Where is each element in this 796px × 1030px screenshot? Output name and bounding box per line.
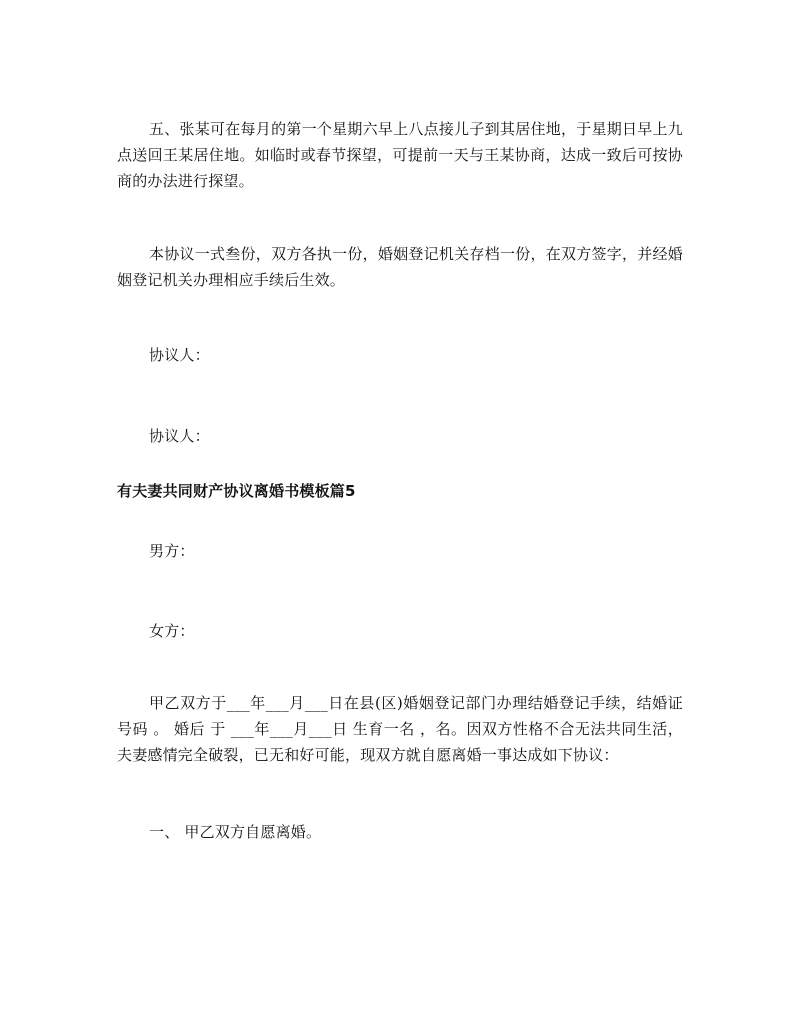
signatory-line-2: 协议人：: [149, 427, 210, 445]
visitation-paragraph: 五、张某可在每月的第一个星期六早上八点接儿子到其居住地，于星期日早上九点送回王某居住地。如临时或春节探望，可提前一天与王某协商，达成一致后可按协商的办法进行探望。: [117, 120, 683, 190]
agreement-item-1: 一、 甲乙双方自愿离婚。: [149, 823, 322, 841]
female-party-line: 女方：: [149, 622, 195, 640]
copies-paragraph: 本协议一式叁份，双方各执一份，婚姻登记机关存档一份，在双方签字，并经婚姻登记机关办理相应手续后生效。: [117, 245, 683, 289]
male-party-line: 男方：: [149, 542, 195, 560]
marriage-paragraph: 甲乙双方于___年___月___日在县(区)婚姻登记部门办理结婚登记手续，结婚证号码 。 婚后 于 ___年___月___日 生育一名 ，名。因双方性格不合无法共同生活，夫妻感情完全破裂，已无和好可能，现双方就自愿离婚一事达成如下协议：: [117, 694, 683, 764]
section-heading: 有夫妻共同财产协议离婚书模板篇5: [117, 482, 356, 500]
signatory-line-1: 协议人：: [149, 346, 210, 364]
